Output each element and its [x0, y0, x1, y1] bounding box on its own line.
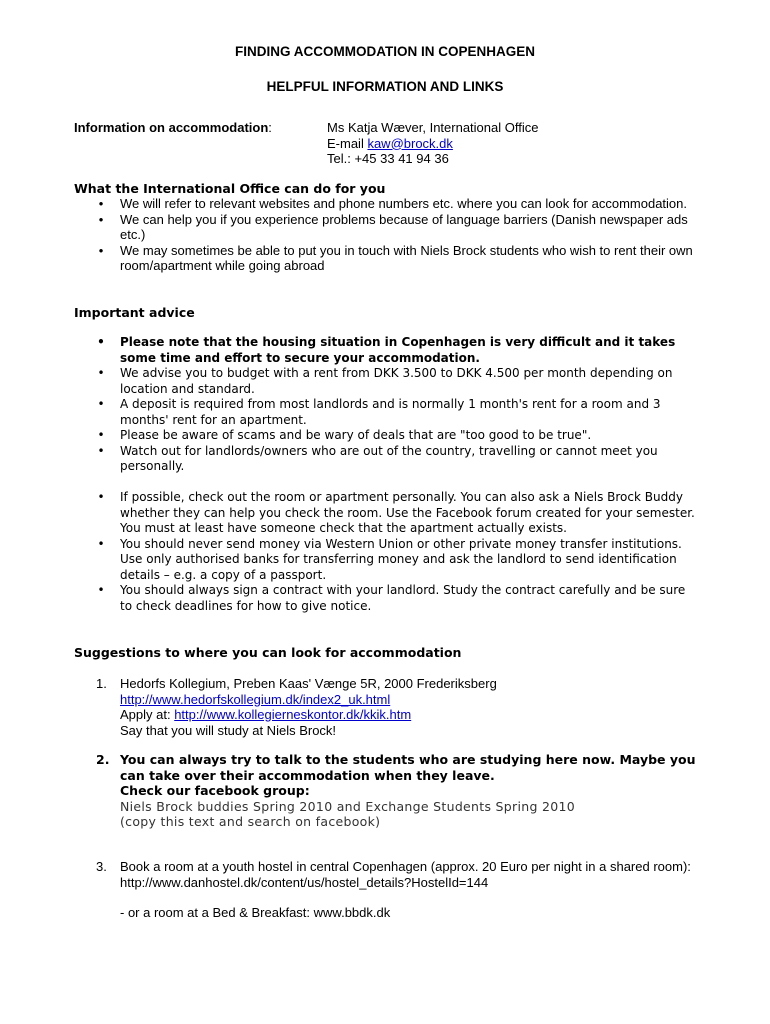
facebook-hint: (copy this text and search on facebook) — [120, 814, 381, 829]
contact-email-line: E-mail kaw@brock.dk — [327, 135, 453, 151]
list-item: • If possible, check out the room or apartment personally. You can also ask a Niels Brock Buddy whether they can help you check the room. Use the Facebook forum created for your semester. You must at least have someone check that the apartment actually exists. — [97, 490, 695, 535]
apply-link[interactable]: http://www.kollegierneskontor.dk/kkik.htm — [174, 707, 412, 722]
contact-details — [327, 120, 538, 167]
contact-label: Information on accommodation: — [74, 120, 272, 135]
hedorfs-link[interactable]: http://www.hedorfskollegium.dk/index2_uk.html — [120, 691, 391, 707]
page-title: FINDING ACCOMMODATION IN COPENHAGEN — [235, 44, 535, 59]
list-item: 2. You can always try to talk to the students who are studying here now. Maybe you can take over their accommodation when they leave. Check our facebook group: Niels Brock buddies Spring 2010 and Exchange Students Spring 2010 (copy this text and search on facebook) — [96, 752, 696, 829]
list-item: • You should always sign a contract with your landlord. Study the contract carefully and be sure to check deadlines for how to give notice. — [97, 583, 686, 613]
office-list — [96, 196, 696, 274]
list-item: • You should never send money via Western Union or other private money transfer institutions. Use only authorised banks for transferring money and ask the landlord to send identification details – e.g. a copy of a passport. — [97, 536, 682, 582]
advice-list-b — [96, 490, 696, 614]
students-text: You can always try to talk to the students who are studying here now. Maybe you can take over their accommodation when they leave. — [120, 752, 696, 783]
email-link[interactable]: kaw@brock.dk — [367, 135, 453, 151]
list-item: • We advise you to budget with a rent from DKK 3.500 to DKK 4.500 per month depending on location and standard. — [97, 366, 673, 396]
contact-name: Ms Katja Wæver, International Office — [327, 120, 539, 135]
hedorfs-address: Hedorfs Kollegium, Preben Kaas' Vænge 5R, 2000 Frederiksberg — [120, 676, 497, 691]
office-heading: What the International Office can do for you — [74, 181, 386, 196]
apply-line: Apply at: http://www.kollegierneskontor.dk/kkik.htm — [120, 707, 412, 722]
page-subtitle: HELPFUL INFORMATION AND LINKS — [266, 79, 504, 94]
study-note: Say that you will study at Niels Brock! — [120, 722, 337, 738]
contact-phone: Tel.: +45 33 41 94 36 — [327, 151, 449, 166]
suggestion-2 — [96, 752, 696, 830]
hostel-text: Book a room at a youth hostel in central Copenhagen (approx. 20 Euro per night in a shared room): http://www.danhostel.dk/content/us/hostel_details?HostelId=144 — [120, 859, 691, 890]
list-item: • We will refer to relevant websites and phone numbers etc. where you can look for accommodation. — [98, 196, 687, 211]
list-item: • We can help you if you experience problems because of language barriers (Danish newspaper ads etc.) — [98, 211, 688, 242]
advice-heading: Important advice — [74, 305, 195, 320]
suggestion-1 — [96, 676, 696, 738]
list-item: • Please note that the housing situation in Copenhagen is very difficult and it takes some time and effort to secure your accommodation. — [97, 335, 676, 365]
facebook-group-name: Niels Brock buddies Spring 2010 and Exchange Students Spring 2010 — [120, 798, 575, 814]
suggestions-heading: Suggestions to where you can look for accommodation — [74, 645, 462, 660]
list-item: • Watch out for landlords/owners who are out of the country, travelling or cannot meet you personally. — [97, 443, 658, 473]
list-item: 1. Hedorfs Kollegium, Preben Kaas' Vænge 5R, 2000 Frederiksberg http://www.hedorfskollegium.dk/index2_uk.html Apply at: http://www.kollegierneskontor.dk/kkik.htm Say that you will study at Niels Brock! — [96, 676, 696, 738]
facebook-label: Check our facebook group: — [120, 783, 310, 798]
suggestion-3 — [96, 859, 696, 890]
list-item: • We may sometimes be able to put you in touch with Niels Brock students who wish to rent their own room/apartment while going abroad — [98, 242, 693, 273]
list-item: • Please be aware of scams and be wary of deals that are "too good to be true". — [97, 428, 592, 442]
list-item: • A deposit is required from most landlords and is normally 1 month's rent for a room and 3 months' rent for an apartment. — [97, 397, 661, 427]
advice-list-a — [96, 335, 696, 475]
bnb-text: - or a room at a Bed & Breakfast: www.bbdk.dk — [120, 905, 391, 920]
list-item: 3. Book a room at a youth hostel in central Copenhagen (approx. 20 Euro per night in a shared room): http://www.danhostel.dk/content/us/hostel_details?HostelId=144 — [96, 859, 696, 890]
